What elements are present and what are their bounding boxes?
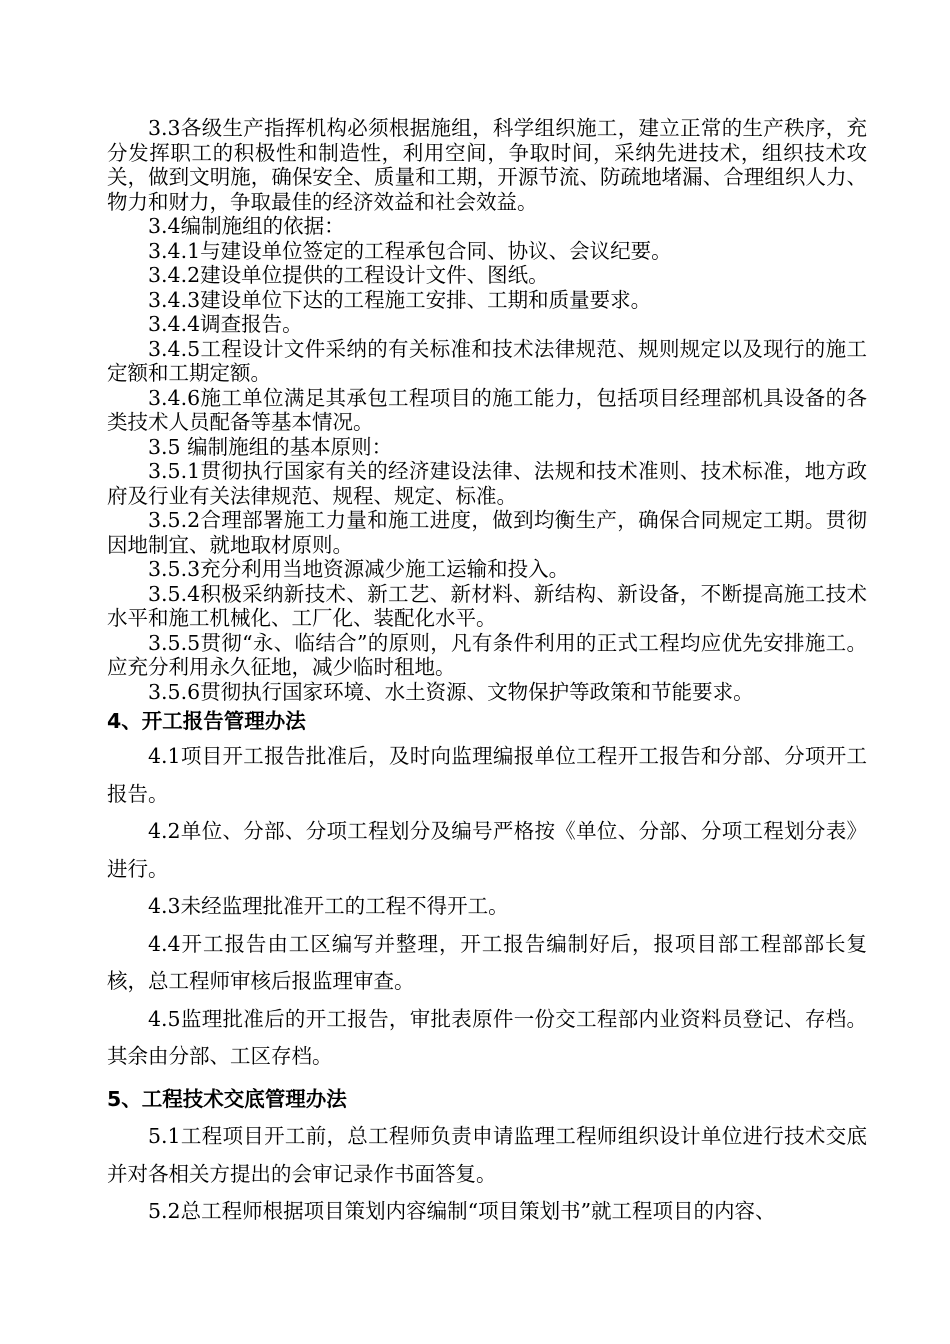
paragraph-3-5-6: 3.5.6贯彻执行国家环境、水土资源、文物保护等政策和节能要求。 <box>148 679 754 704</box>
paragraph-3-5: 3.5 编制施组的基本原则： <box>148 434 393 459</box>
paragraph-3-5-4: 3.5.4积极采纳新技术、新工艺、新材料、新结构、新设备，不断提高施工技术水平和施工机械化、工厂化、装配化水平。 <box>107 581 867 630</box>
paragraph-3-4-3: 3.4.3建设单位下达的工程施工安排、工期和质量要求。 <box>148 287 652 312</box>
paragraph-3-5-5: 3.5.5贯彻“永、临结合”的原则，凡有条件利用的正式工程均应优先安排施工。应充分利用永久征地，减少临时租地。 <box>107 630 867 679</box>
paragraph-5-2: 5.2总工程师根据项目策划内容编制“项目策划书”就工程项目的内容、 <box>148 1199 776 1223</box>
paragraph-4-4: 4.4开工报告由工区编写并整理，开工报告编制好后，报项目部工程部部长复核，总工程师审核后报监理审查。 <box>107 931 867 993</box>
paragraph-5-1: 5.1工程项目开工前，总工程师负责申请监理工程师组织设计单位进行技术交底并对各相关方提出的会审记录作书面答复。 <box>107 1124 867 1186</box>
section-4-body <box>107 738 867 1076</box>
section-3-body <box>107 116 867 704</box>
paragraph-3-5-1: 3.5.1贯彻执行国家有关的经济建设法律、法规和技术准则、技术标准，地方政府及行业有关法律规范、规程、规定、标准。 <box>107 459 867 508</box>
paragraph-4-3: 4.3未经监理批准开工的工程不得开工。 <box>148 894 509 918</box>
paragraph-3-4-1: 3.4.1与建设单位签定的工程承包合同、协议、会议纪要。 <box>148 238 672 263</box>
paragraph-4-2: 4.2单位、分部、分项工程划分及编号严格按《单位、分部、分项工程划分表》进行。 <box>107 819 867 881</box>
paragraph-3-4-2: 3.4.2建设单位提供的工程设计文件、图纸。 <box>148 263 549 287</box>
paragraph-3-4: 3.4编制施组的依据： <box>148 214 345 238</box>
paragraph-4-5: 4.5监理批准后的开工报告，审批表原件一份交工程部内业资料员登记、存档。其余由分部、工区存档。 <box>107 1006 867 1068</box>
paragraph-4-1: 4.1项目开工报告批准后，及时向监理编报单位工程开工报告和分部、分项开工报告。 <box>107 744 867 806</box>
paragraph-3-5-2: 3.5.2合理部署施工力量和施工进度，做到均衡生产，确保合同规定工期。贯彻因地制宜、就地取材原则。 <box>107 508 867 557</box>
paragraph-3-4-5: 3.4.5工程设计文件采纳的有关标准和技术法律规范、规则规定以及现行的施工定额和工期定额。 <box>107 336 867 385</box>
section-4-heading: 4、开工报告管理办法 <box>107 709 306 733</box>
paragraph-3-3: 3.3各级生产指挥机构必须根据施组，科学组织施工，建立正常的生产秩序，充分发挥职工的积极性和制造性，利用空间，争取时间，采纳先进技术，组织技术攻关，做到文明施，确保安全、质量和工期，开源节流、防疏地堵漏、合理组织人力、物力和财力，争取最佳的经济效益和社会效益。 <box>107 116 867 214</box>
section-5-body <box>107 1118 867 1231</box>
paragraph-3-4-4: 3.4.4调查报告。 <box>148 312 303 336</box>
paragraph-3-5-3: 3.5.3充分利用当地资源减少施工运输和投入。 <box>148 557 570 581</box>
paragraph-3-4-6: 3.4.6施工单位满足其承包工程项目的施工能力，包括项目经理部机具设备的各类技术人员配备等基本情况。 <box>107 385 867 434</box>
section-5-heading: 5、工程技术交底管理办法 <box>107 1087 347 1111</box>
